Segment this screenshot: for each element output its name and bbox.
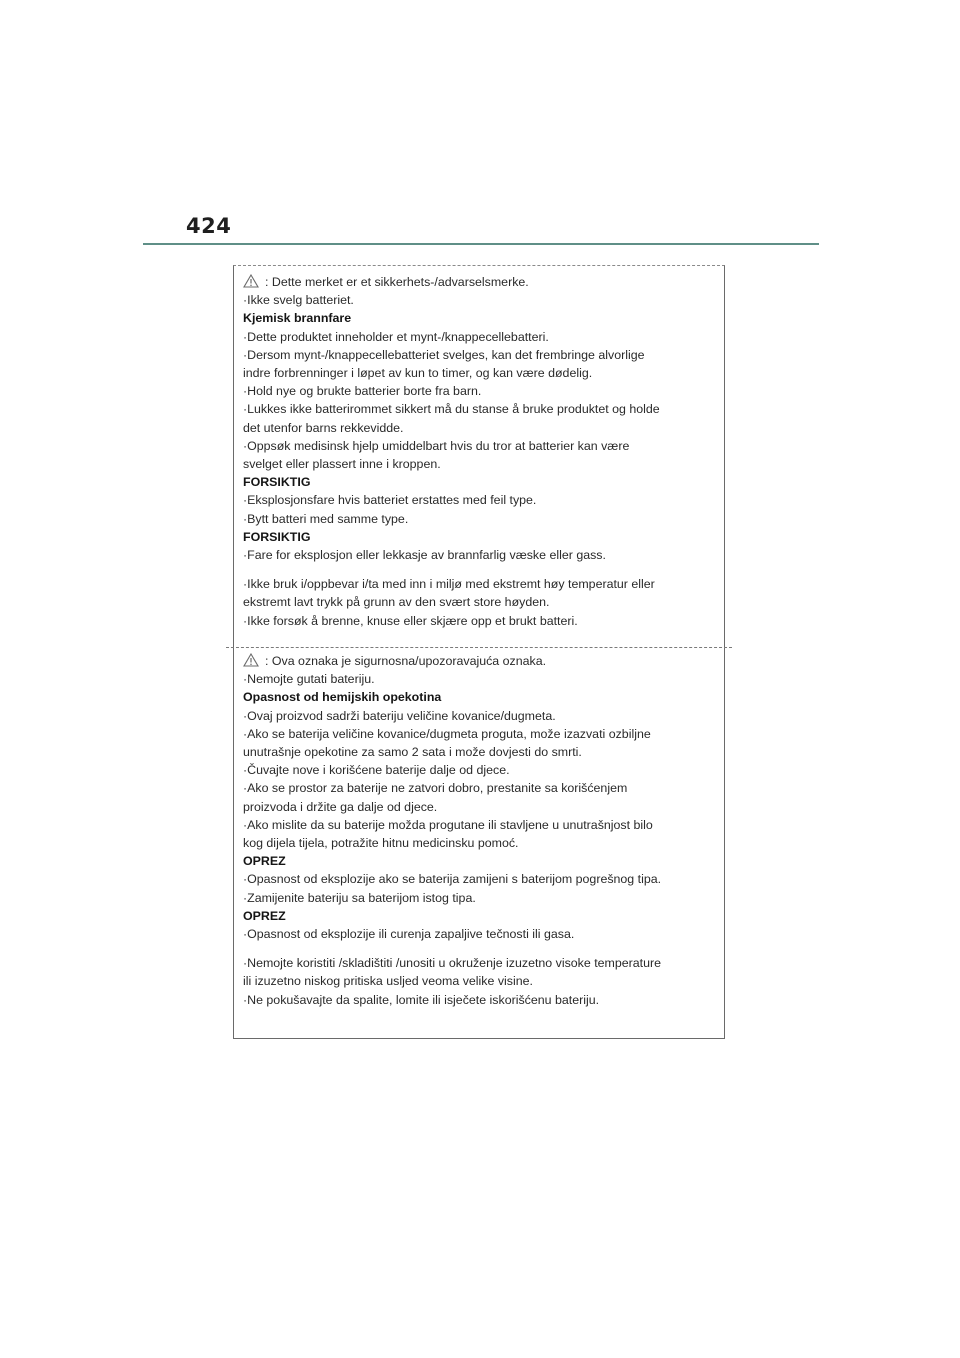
- section-heading: Kjemisk brannfare: [243, 311, 352, 326]
- section-heading: OPREZ: [243, 908, 286, 923]
- warning-text-line: ·Ako mislite da su baterije možda progutane ili stavljene u unutrašnjost bilo: [243, 817, 653, 832]
- header-rule: [143, 243, 819, 245]
- warning-text-line: ·Zamijenite bateriju sa baterijom istog tipa.: [243, 890, 476, 905]
- warning-triangle-icon: [243, 653, 259, 667]
- warning-text-line: ·Nemojte gutati bateriju.: [243, 672, 375, 687]
- section-divider: [226, 647, 732, 648]
- warning-text-line: ·Ikke forsøk å brenne, knuse eller skjære opp et brukt batteri.: [243, 613, 578, 628]
- warning-text-line: ·Eksplosjonsfare hvis batteriet erstattes med feil type.: [243, 493, 537, 508]
- section-heading: OPREZ: [243, 854, 286, 869]
- section-heading: FORSIKTIG: [243, 529, 311, 544]
- warning-text-line: ·Lukkes ikke batterirommet sikkert må du stanse å bruke produktet og holde: [243, 402, 660, 417]
- warning-text-line: ·Ovaj proizvod sadrži bateriju veličine kovanice/dugmeta.: [243, 708, 556, 723]
- symbol-note-line: [243, 273, 716, 291]
- warning-text-line: ·Fare for eksplosjon eller lekkasje av brannfarlig væske eller gass.: [243, 548, 606, 563]
- section-heading: Opasnost od hemijskih opekotina: [243, 690, 442, 705]
- section-heading: FORSIKTIG: [243, 475, 311, 490]
- page-number: 424: [186, 214, 232, 238]
- warning-text-line: ·Dette produktet inneholder et mynt-/knappecellebatteri.: [243, 329, 549, 344]
- warning-text-line: ·Hold nye og brukte batterier borte fra barn.: [243, 384, 482, 399]
- battery-warning-box: [233, 265, 725, 1039]
- warning-text-line: ·Oppsøk medisinsk hjelp umiddelbart hvis du tror at batterier kan være: [243, 438, 630, 453]
- norwegian-warning-section: [234, 273, 724, 630]
- warning-text-line: ·Ako se prostor za baterije ne zatvori dobro, prestanite sa korišćenjem: [243, 781, 628, 796]
- symbol-note-text: : Dette merket er et sikkerhets-/advarselsmerke.: [265, 275, 529, 289]
- warning-text-line: kog dijela tijela, potražite hitnu medicinsku pomoć.: [243, 836, 519, 851]
- warning-text-line: ·Dersom mynt-/knappecellebatteriet svelges, kan det frembringe alvorlige: [243, 347, 645, 362]
- warning-text-line: det utenfor barns rekkevidde.: [243, 420, 404, 435]
- warning-text-line: ·Ne pokušavajte da spalite, lomite ili isječete iskorišćenu bateriju.: [243, 992, 600, 1007]
- warning-text-line: ·Ikke bruk i/oppbevar i/ta med inn i miljø med ekstremt høy temperatur eller: [243, 577, 655, 592]
- warning-text-line: ·Ako se baterija veličine kovanice/dugmeta proguta, može izazvati ozbiljne: [243, 726, 651, 741]
- warning-text-line: ekstremt lavt trykk på grunn av den svært store høyden.: [243, 595, 550, 610]
- croatian-lines: [243, 670, 716, 1009]
- warning-text-line: ·Opasnost od eksplozije ili curenja zapaljive tečnosti ili gasa.: [243, 927, 575, 942]
- norwegian-lines: [243, 291, 716, 630]
- warning-triangle-icon: [243, 274, 259, 288]
- warning-text-line: proizvoda i držite ga dalje od djece.: [243, 799, 438, 814]
- symbol-note-text: : Ova oznaka je sigurnosna/upozoravajuća oznaka.: [265, 654, 547, 668]
- warning-text-line: ·Ikke svelg batteriet.: [243, 293, 354, 308]
- warning-text-line: ·Nemojte koristiti /skladištiti /unositi u okruženje izuzetno visoke temperature: [243, 956, 662, 971]
- warning-text-line: indre forbrenninger i løpet av kun to timer, og kan være dødelig.: [243, 366, 593, 381]
- warning-text-line: unutrašnje opekotine za samo 2 sata i može dovjesti do smrti.: [243, 745, 582, 760]
- warning-text-line: ·Čuvajte nove i korišćene baterije dalje od djece.: [243, 763, 510, 778]
- warning-text-line: svelget eller plassert inne i kroppen.: [243, 457, 441, 472]
- croatian-warning-section: [234, 652, 724, 1009]
- warning-text-line: ili izuzetno niskog pritiska usljed veoma velike visine.: [243, 974, 533, 989]
- symbol-note-line: [243, 652, 716, 670]
- warning-text-line: ·Bytt batteri med samme type.: [243, 511, 409, 526]
- warning-text-line: ·Opasnost od eksplozije ako se baterija zamijeni s baterijom pogrešnog tipa.: [243, 872, 662, 887]
